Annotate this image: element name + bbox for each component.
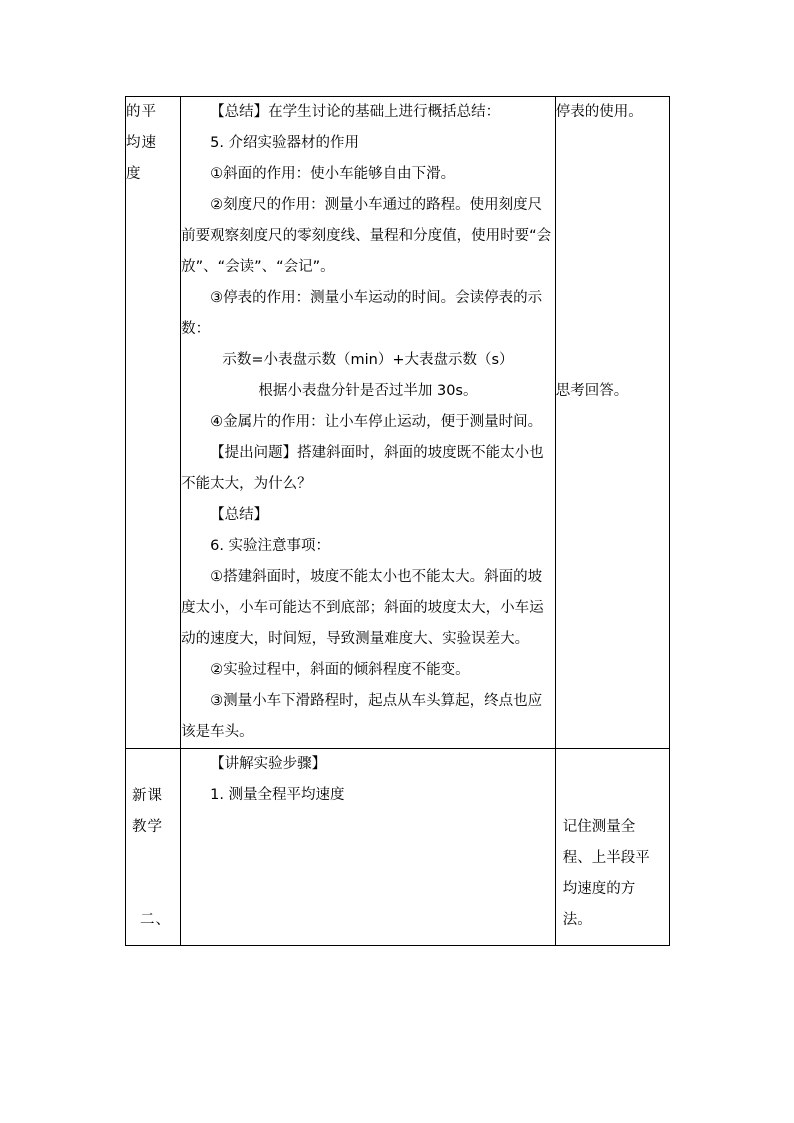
lesson-table	[125, 96, 670, 946]
list-item: 5. 介绍实验器材的作用	[210, 135, 360, 151]
list-item: ③测量小车下滑路程时，起点从车头算起，终点也应该是车头。	[181, 693, 543, 740]
list-item: ④金属片的作用：让小车停止运动，便于测量时间。	[210, 414, 543, 430]
section-label-line: 教学	[132, 819, 163, 835]
teacher-activity-cell	[181, 97, 556, 749]
steps-heading: 【讲解实验步骤】	[210, 756, 327, 772]
list-item: ②实验过程中，斜面的倾斜程度不能变。	[210, 662, 470, 678]
student-activity-cell	[555, 97, 669, 749]
teacher-activity-cell	[181, 749, 556, 946]
section-label-line: 新课	[132, 788, 163, 804]
list-item: 6. 实验注意事项：	[210, 538, 331, 554]
section-label-line: 二、	[140, 912, 171, 928]
section-label-line: 均速	[126, 135, 157, 151]
question-paragraph: 【提出问题】搭建斜面时，斜面的坡度既不能太小也不能太大，为什么？	[181, 445, 544, 492]
student-activity-text: 思考回答。	[555, 383, 629, 399]
formula-line: 示数=小表盘示数（min）+大表盘示数（s）	[222, 352, 514, 368]
list-item: ①斜面的作用：使小车能够自由下滑。	[210, 166, 456, 182]
summary-heading: 【总结】在学生讨论的基础上进行概括总结：	[210, 104, 501, 120]
formula-note: 根据小表盘分针是否过半加 30s。	[258, 383, 478, 399]
section-label-cell	[126, 97, 181, 749]
student-activity-line: 法。	[562, 912, 592, 928]
student-activity-line: 程、上半段平	[562, 850, 650, 866]
spacer	[556, 128, 669, 376]
table-row	[126, 97, 670, 749]
student-activity-cell	[555, 749, 669, 946]
student-activity-line: 均速度的方	[562, 881, 636, 897]
summary-heading: 【总结】	[210, 507, 269, 523]
student-activity-text-block	[563, 812, 665, 936]
section-label-cell	[126, 749, 181, 946]
student-activity-line: 记住测量全	[562, 819, 636, 835]
list-item: ③停表的作用：测量小车运动的时间。会读停表的示数：	[181, 290, 543, 337]
student-activity-text: 停表的使用。	[555, 104, 643, 120]
section-label-line: 度	[126, 166, 142, 182]
section-label-line: 的平	[126, 104, 157, 120]
list-item: ①搭建斜面时，坡度不能太小也不能太大。斜面的坡度太小，小车可能达不到底部；斜面的坡度太大，小车运动的速度大，时间短，导致测量难度大、实验误差大。	[181, 569, 544, 647]
table-row	[126, 749, 670, 946]
list-item: ②刻度尺的作用：测量小车通过的路程。使用刻度尺前要观察刻度尺的零刻度线、量程和分度值，使用时要“会放”、“会读”、“会记”。	[181, 197, 552, 275]
list-item: 1. 测量全程平均速度	[210, 787, 345, 803]
